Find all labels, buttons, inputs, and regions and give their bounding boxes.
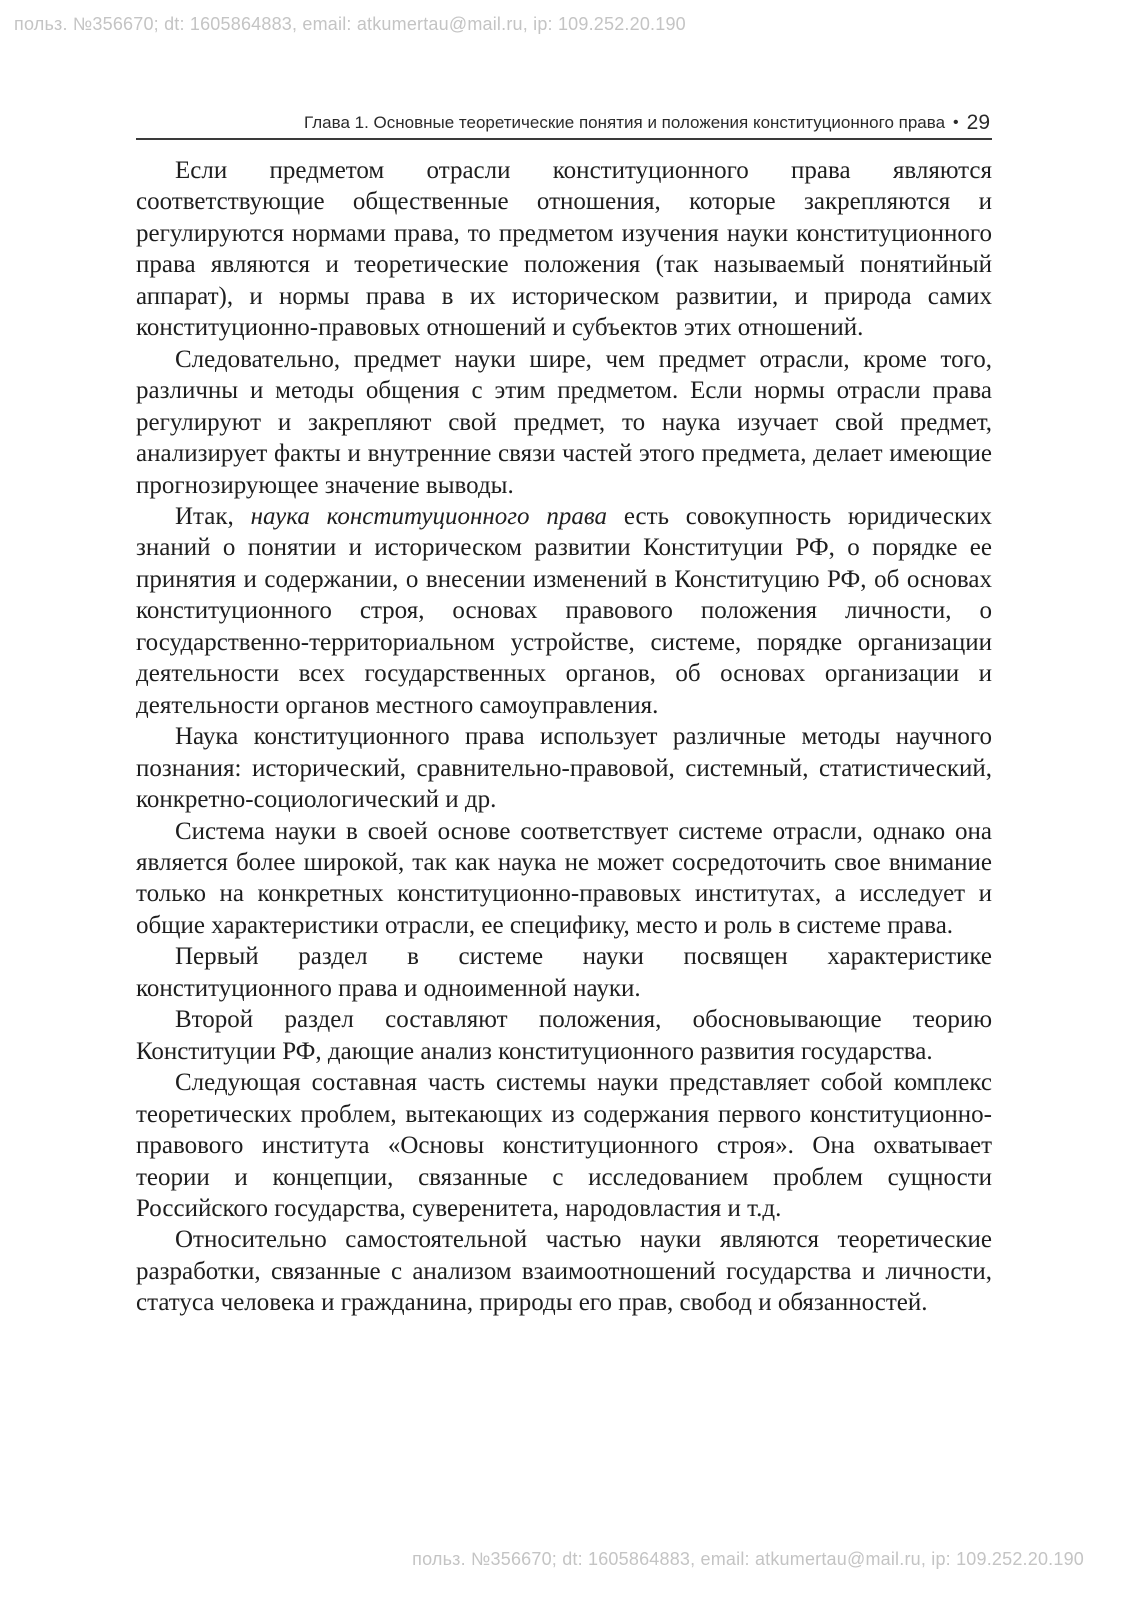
paragraph: Наука конституционного права использует различные методы научного познания: исторический, сравнительно-правовой, системный, статистический, конкретно-социологический и др. <box>136 723 992 814</box>
header-separator: • <box>953 114 959 131</box>
paragraph-lead: Итак, <box>175 502 251 530</box>
paragraph: Первый раздел в системе науки посвящен характеристике конституционного права и одноименной науки. <box>136 943 992 1002</box>
watermark-bottom: польз. №356670; dt: 1605864883, email: atkumertau@mail.ru, ip: 109.252.20.190 <box>412 1549 1084 1569</box>
watermark-top: польз. №356670; dt: 1605864883, email: atkumertau@mail.ru, ip: 109.252.20.190 <box>14 14 686 34</box>
running-header <box>136 108 992 140</box>
paragraph-rest: есть совокупность юридических знаний о понятии и историческом развитии Конституции РФ, о порядке ее принятия и содержании, о внесении изменений в Конституцию РФ, об основах конституционного строя, основах правового положения личности, о государственно-территориальном устройстве, системе, порядке организации деятельности всех государственных органов, об основах организации и деятельности органов местного самоуправления. <box>136 502 992 719</box>
paragraph-definition <box>136 501 992 721</box>
paragraph: Система науки в своей основе соответствует системе отрасли, однако она является более широкой, так как наука не может сосредоточить свое внимание только на конкретных конституционно-правовых институтах, а исследует и общие характеристики отрасли, ее специфику, место и роль в системе права. <box>136 817 992 939</box>
paragraph: Относительно самостоятельной частью науки являются теоретические разработки, связанные с анализом взаимоотношений государства и личности, статуса человека и гражданина, природы его прав, свобод и обязанностей. <box>136 1226 992 1317</box>
paragraph: Следующая составная часть системы науки представляет собой комплекс теоретических проблем, вытекающих из содержания первого конституционно-правового института «Основы конституционного строя». Она охватывает теории и концепции, связанные с исследованием проблем сущности Российского государства, суверенитета, народовластия и т.д. <box>136 1069 992 1222</box>
paragraph: Второй раздел составляют положения, обосновывающие теорию Конституции РФ, дающие анализ конституционного развития государства. <box>136 1006 992 1065</box>
page-number: 29 <box>966 111 990 134</box>
body-text <box>136 155 992 1319</box>
defined-term: наука конституционного права <box>250 502 608 530</box>
paragraph: Следовательно, предмет науки шире, чем предмет отрасли, кроме того, различны и методы общения с этим предметом. Если нормы отрасли права регулируют и закрепляют свой предмет, то наука изучает свой предмет, анализирует факты и внутренние связи частей этого предмета, делает имеющие прогнозирующее значение выводы. <box>136 345 992 499</box>
chapter-title: Глава 1. Основные теоретические понятия и положения конституционного права <box>304 113 946 132</box>
paragraph: Если предметом отрасли конституционного права являются соответствующие общественные отношения, которые закрепляются и регулируются нормами права, то предметом изучения науки конституционного права являются и теоретические положения (так называемый понятийный аппарат), и нормы права в их историческом развитии, и природа самих конституционно-правовых отношений и субъектов этих отношений. <box>136 157 992 342</box>
